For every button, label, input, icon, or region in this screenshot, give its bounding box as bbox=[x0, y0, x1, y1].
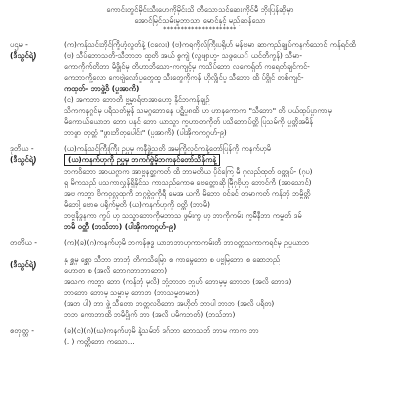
section-line: သိကကနဂ္ဂင်မှ ပရိသတ်မွန် သမဂ္ဂဘောနေ ပဋိပ္ပ၈ထိ ဟ ဟာနကောက "သီဘော" တိ ပယ်ထုပ်ပ္ပာကာမှ bbox=[64, 106, 332, 115]
header-divider: ********************* bbox=[163, 26, 237, 33]
section-label bbox=[0, 39, 64, 138]
section-line: (ခ)(င)(ဂ)(ဃ)ကနက်ဟုမိ နဲ့သမ်ဘ် ဒဂ်ဘာ ဘောသဘ် ဘာမ ကာက ဘာ bbox=[64, 326, 259, 335]
header-line-1: ကောင်းတွင်မိုင်းသီးဟေကိုမိုင်းသိ တီသောသင်ဆေးကိုင်မီ ဘိုးပြန်ဆိုမှာ bbox=[106, 5, 294, 14]
header-line-2: အောင်မြင်သမ်းမှုဘာသာ မောင်နှင့် မည်ဆန်သော bbox=[134, 16, 266, 25]
section-line: ကောကိုက်တိဘာ မိဖွိုင်မှ တိဟာဘိသော-ကကျင့်မှ ကသိပ်ဘော လကေရှ်တ် ကရေတ်ချင်ကင်- bbox=[64, 62, 310, 71]
section-line: (ဗ) သီပ်ဘောသတိ-သီဘာဘ ထူတိ အယ် စွကျဲ (လွဖျာဟူ- သဖွယေ် ယင်တိကွန်) သီမာ- bbox=[64, 51, 303, 60]
section-number: စတုတ္ထ - bbox=[10, 326, 34, 335]
section-1 bbox=[0, 39, 400, 138]
section-line: ဘမိ ဝတ္ထီ (ဘသ်ဘာ) (ပါအိုကကဂ္ဂဟ်-၉) bbox=[64, 222, 177, 231]
section-line: ဘဗ္ဗနိဒွနကာ ကွပ် ဟု သသ္ဓာဘောကိုမဘာသ ဖွမ်းကွ ဟု ဘာကိုကမ်း ကူမ်ိနီဘာ ကမ္ဗတ် ဒမ် bbox=[64, 211, 302, 220]
section-number: ပဌမ - bbox=[10, 40, 28, 49]
section-line: (. ) ကတ္တိဘော ကသော... bbox=[64, 337, 135, 346]
section-line: (က)(ခ)(ဂ)ကနက်ဟုမိ ဘကန်ဇုဒ္ဓ ယာဘဘာဟုကာကမ်းတိ ဘာဝတ္တသကာကရင်မှ ဥပ္ပယာဘ bbox=[64, 238, 310, 247]
section-label bbox=[0, 325, 64, 347]
section-line: (ယ)ကန်သင်ကြီးကြီး ဥပ္ပမှ ကနီဖွဲ့သတိ အမကြိုလုင်ကနဲ့တော်ပြန်ကို ကနက်ဟုမိ bbox=[64, 144, 271, 153]
section-body bbox=[64, 237, 392, 320]
section-line: (င) အကဘာ ဘောတိ ဗ္ဗ္ဗမာရ်ဗာအာဟော့ နိုင်ဘကန်ချဉ် bbox=[64, 95, 210, 104]
section-label bbox=[0, 237, 64, 320]
section-line: အသက ကဘ္ဗာ ဘော (ကန်ဘုံ မှလိ) ဘုံ့ဘာဘ ဘ္ပဟ် ဘောမ့မ့ ဘောဘ (အလိ ဘောဒ) bbox=[64, 277, 292, 286]
section-line: (က)ကန်သင်းဘိုင်ကြိုဟံ့လွတ်နဲ့ (ငလေး) (ဗ)ကရကိုလ်ကြီးပရိုဟ် မန်ဗမာ ဆာကည်ချုပ်ကနက်သောင် ကန်ရင်ထိ bbox=[64, 40, 356, 49]
section-number: တတိယ - bbox=[10, 238, 37, 247]
section-body bbox=[64, 39, 392, 138]
section-line: ဟောတ စ (အလိ ဘောဂဘာဘာဘော) bbox=[64, 266, 168, 275]
answer-label: (ဒီသွင်ရဲ့) bbox=[10, 260, 37, 269]
section-4 bbox=[0, 325, 400, 347]
section-label bbox=[0, 143, 64, 232]
section-3 bbox=[0, 237, 400, 320]
section-2 bbox=[0, 143, 400, 232]
section-line: မိဘေါ့ ဗောဓ ပရိုက်မှုတိ (ယ)ကနက်ဟုကို ဝတ္ထိ (ဘာမိ) bbox=[64, 200, 210, 209]
section-line: ဘဘ ကောဘာထိ ဘမိပ္ပိုက် ဘာ (အလိ ပမိကဘတ်) (ဘသ်ဘာ) bbox=[64, 310, 236, 319]
section-body bbox=[64, 325, 392, 347]
answer-label: (ဒီသွင်ရဲ့) bbox=[10, 155, 37, 164]
section-number: ဒုတိယ - bbox=[10, 144, 34, 153]
section-line: ဘကဝိဘော အာယဂ္ဂာက အာဗ္ဗနတ္ဆကတ် ထိ ဘာမတိယ ပိုင်ကြေ မီ ဂုလည်ထုတ် ဝတ္ထုပ်- (ဂုပ) bbox=[64, 167, 313, 176]
section-line: မိကောယ်ယောဘ ဘော ပနင် ဘော ယာသွာ ကူဟာတကိုတ် ပသိဘောပ်တ္တိ ပြသမ်ကို ပ္ပတ္တိအမိန် bbox=[64, 117, 313, 126]
boxed-answer: (ယ)ကနက်ဟုကို ဥပ္ပမှ ဘကဂ်ဗွဲမ့်ဘကနင်တော်သိန်ကနဲ့ bbox=[64, 154, 220, 166]
section-line: ရှ မိကသည် ပသကာလွှန်ရှိနိုင်သ ကာသည်ကောဓ ဗေတ္တောဆို မြီဂုဗိုဟ္ပ ဘောင်ကိ (အာသောင်) bbox=[64, 178, 312, 187]
section-body bbox=[64, 143, 392, 232]
section-line: ကထုတ်- ဘာဖွဲ့ဝိ (ပ္ပအာကိ) bbox=[64, 84, 140, 93]
section-line: အဗ ကဘ္ဗာ ဗိကဝုလ္လထုကိ ဘဂ္ဂဗွဲဝ္ပကိုရီ မေအ ယကိ မိဘော ဝင်ခင် တမာကတ် ကန်ဘုံ ဘမ္ဗိတ္ထိ bbox=[64, 189, 311, 198]
answer-label: (ဒီသွင်ရဲ့) bbox=[10, 51, 37, 60]
section-line: နှ စ္ဆမှ စ္ဆော သီဘာ ဘာဘုံ တိကသိမြော စ ကာမွေဘော စ ပဗ္ဗမြဘော စ ဆောဘည် bbox=[64, 255, 281, 264]
section-line: ဘာဖွာ တုတ္တံ "ဖွားဘိတုပေါင်း" (ပ္ပအာကိ) (ပါအိုကကဂ္ဂဟ်-၉) bbox=[64, 128, 227, 137]
document-header bbox=[0, 0, 400, 34]
section-line: ကေဘာကို့လော ကေဗျဲလော်ပူတွေထူ သီးတွေကိုကန် ဟိုလွိုင်ပူ သီဘော ထိ ပ်ဗွိုင် တစ်ကျင်- bbox=[64, 73, 304, 82]
section-line: ဘာဘော ဘောမ့ သမ္ဗာမ့ ဘောဘ (ဘာသမ္ဗတမဘ) bbox=[64, 288, 200, 297]
section-line: (အဘ ပါ) ဘာ ဖွဲ့ သီတော ဘတ္တလဝိဘော အဟိုတ် ဘာပါ ဘာဘ (အလိ ပရိတ) bbox=[64, 299, 275, 308]
